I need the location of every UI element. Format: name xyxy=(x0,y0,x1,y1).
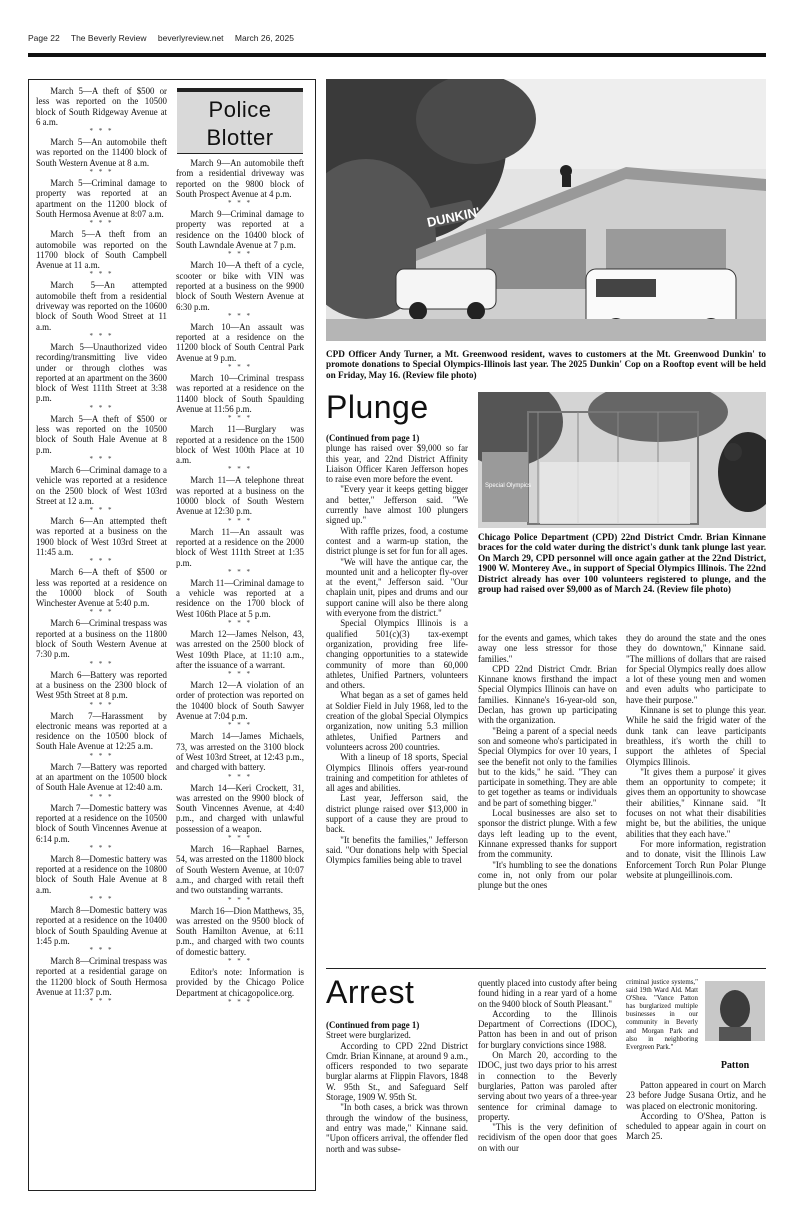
paragraph: March 16—Dion Matthews, 35, was arrested on the 9500 block of South Hamilton Avenue, at 6:11 p.m., and charged with two counts of domestic battery. xyxy=(176,905,304,957)
paragraph: March 6—Criminal damage to a vehicle was reported at a residence on the 2500 block of West 103rd Street at 12 a.m. xyxy=(36,464,167,506)
blotter-column-1 xyxy=(36,86,167,1007)
paragraph: March 6—Battery was reported at a business on the 2300 block of West 95th Street at 8 p.m. xyxy=(36,669,167,701)
dunk-tank-caption: Chicago Police Department (CPD) 22nd District Cmdr. Brian Kinnane braces for the cold water during the district's dunk tank plunge last year. On March 29, CPD personnel will once again gather at the 22nd District, 1900 W. Monterey Ave., in support of Special Olympics Illinois. The 22nd District already has over 100 volunteers registered to plunge, and the group had raised over $9,000 as of March 24. (Review file photo) xyxy=(478,532,766,595)
paragraph: March 9—An automobile theft from a residential driveway was reported on the 9800 block of South Prospect Avenue at 4 p.m. xyxy=(176,158,304,199)
paragraph: "It's humbling to see the donations come in, not only from our polar plunge but the ones xyxy=(478,859,617,891)
paragraph: "Every year it keeps getting bigger and better," Jefferson said. "We currently have almost 100 plungers signed up." xyxy=(326,484,468,526)
entry-separator: * * * xyxy=(228,567,252,576)
header-rule xyxy=(28,53,766,57)
entry-separator: * * * xyxy=(89,506,114,515)
paragraph: March 7—Battery was reported at an apartment on the 10500 block of South Hale Avenue at 12:40 a.m. xyxy=(36,761,167,793)
plunge-headline: Plunge xyxy=(326,389,429,425)
paragraph: March 11—An assault was reported at a residence on the 2000 block of West 111th Street at 1:35 p.m. xyxy=(176,526,304,568)
entry-separator: * * * xyxy=(228,772,252,781)
paragraph: March 12—A violation of an order of protection was reported on the 10400 block of South Sawyer Avenue at 7:04 p.m. xyxy=(176,680,304,722)
paragraph: Local businesses are also set to sponsor the district plunge. With a few days left leading up to the event, Kinnane expressed thanks for support from the community. xyxy=(478,808,617,860)
plunge-column-1: (Continued from page 1) plunge has raised over $9,000 so far this year, and 22nd District Affinity Liaison Officer Karen Jefferson hopes to raise even more before the event. "Every year it keeps getting bigger and better," Jefferson said. "We currently have almost 100 plungers signed up." With raffle prizes, food, a costume contest and a warm-up station, the district plunge is set for fun for all ages. "We will have the antique car, the mounted unit and a helicopter fly-over at the event," Jefferson said. "Our chaplain unit, pipes and drums and our support canine will also be there along with everyone from the district." Special Olympics Illinois is a qualified 501(c)(3) tax-exempt organization, providing free life-changing opportunities to a statewide community of more than 60,000 athletes, Unified Partners, volunteers and others. What began as a set of games held at Soldier Field in July 1968, led to the creation of the global Special Olympics organization, now uniting 5.3 million athletes, Unified Partners and volunteers across 200 countries. With a lineup of 18 sports, Special Olympics Illinois offers year-round training and competition for athletes of all ages and abilities. Last year, Jefferson said, the district plunge raised over $13,000 in support of a cause they are proud to back. "It benefits the families," Jefferson said. "Our donations help with Special Olympics families being able to travel xyxy=(326,433,468,866)
plunge-column-2: for the events and games, which takes away one less stressor for those families." CPD 22nd District Cmdr. Brian Kinnane knows firsthand the impact Special Olympics Illinois can have on families. Kinnane's 16-year-old son, Declan, has grown up participating with the organization. "Being a parent of a special needs son and someone who's participated in Special Olympics for over 10 years, I see the benefit not only to the families but to the kids," he said. "They can participate in something. They are able to get together as teams or individuals and be part of something bigger." Local businesses are also set to sponsor the district plunge. With a few days left leading up to the event, Kinnane expressed thanks for support from the community. "It's humbling to see the donations come in, not only from our polar plunge but the ones xyxy=(478,633,617,891)
paragraph: "This is the very definition of recidivism of the open door that goes on with our xyxy=(478,1122,617,1153)
entry-separator: * * * xyxy=(228,363,252,372)
paragraph: March 8—Domestic battery was reported at a residence on the 10400 block of South Spaulding Avenue at 1:45 p.m. xyxy=(36,905,167,946)
entry-separator: * * * xyxy=(89,127,114,136)
paragraph: March 7—Harassment by electronic means was reported at a residence on the 10500 block of South Hale Avenue at 12:25 a.m. xyxy=(36,710,167,752)
paragraph: March 6—Criminal trespass was reported at a business on the 11800 block of South Western Avenue at 7:30 p.m. xyxy=(36,618,167,660)
entry-separator: * * * xyxy=(89,946,114,955)
dunkin-sign: DUNKIN' xyxy=(425,204,482,230)
entry-separator: * * * xyxy=(89,403,114,412)
entry-separator: * * * xyxy=(89,608,114,617)
paragraph: March 5—Criminal damage to property was reported at an apartment on the 11200 block of South Hermosa Avenue at 8:07 a.m. xyxy=(36,178,167,219)
arrest-column-3-top: criminal justice systems," said 19th Ward Ald. Matt O'Shea. "Vance Patton has burglarized multiple businesses in our community in Beverly and Morgan Park and also in neighboring Evergreen Park." xyxy=(626,978,698,1051)
plunge-continued: (Continued from page 1) xyxy=(326,433,420,443)
paragraph: March 16—Raphael Barnes, 54, was arrested on the 11800 block of South Western Avenue, at 10:07 a.m., and charged with retail theft and two outstanding warrants. xyxy=(176,844,304,896)
paragraph: March 12—James Nelson, 43, was arrested on the 2500 block of West 109th Place, at 11:10 a.m., after the issuance of a warrant. xyxy=(176,628,304,670)
arrest-continued: (Continued from page 1) xyxy=(326,1020,420,1030)
dunk-tank-photo-art xyxy=(478,392,766,528)
entry-separator: * * * xyxy=(89,700,114,709)
entry-separator: * * * xyxy=(228,199,252,208)
paper-name: The Beverly Review xyxy=(70,33,147,43)
paragraph: "Being a parent of a special needs son and someone who's participated in Special Olympics for over 10 years, I see the benefit not only to the families but to the kids," he said. "They can participate in something. They are able to get together as teams or individuals and be part of something bigger." xyxy=(478,725,617,808)
entry-separator: * * * xyxy=(89,843,114,852)
entry-separator: * * * xyxy=(228,834,252,843)
entry-separator: * * * xyxy=(228,670,252,679)
paragraph: CPD 22nd District Cmdr. Brian Kinnane knows firsthand the impact Special Olympics Illinois can have on families. Kinnane's 16-year-old son, Declan, has grown up participating with the organization. xyxy=(478,663,617,726)
mugshot-art xyxy=(705,981,765,1041)
entry-separator: * * * xyxy=(228,414,252,423)
entry-separator: * * * xyxy=(228,516,252,525)
paragraph: March 11—Burglary was reported at a residence on the 1500 block of West 100th Place at 10 a.m. xyxy=(176,424,304,466)
paragraph: "It benefits the families," Jefferson said. "Our donations help with Special Olympics families being able to travel xyxy=(326,834,468,866)
entry-separator: * * * xyxy=(89,895,114,903)
paragraph: March 9—Criminal damage to property was reported at a residence on the 10400 block of South Lawndale Avenue at 7 p.m. xyxy=(176,209,304,251)
paragraph: March 5—A theft of $500 or less was reported on the 10500 block of South Ridgeway Avenue at 6 a.m. xyxy=(36,86,167,127)
entry-separator: * * * xyxy=(89,659,114,668)
paragraph: With raffle prizes, food, a costume contest and a warm-up station, the district plunge is set for fun for all ages. xyxy=(326,525,468,557)
entry-separator: * * * xyxy=(89,168,114,177)
paragraph: Special Olympics Illinois is a qualified 501(c)(3) tax-exempt organization, providing free life-changing opportunities to a statewide community of more than 60,000 athletes, Unified Partners, volunteers and others. xyxy=(326,618,468,691)
paragraph: According to O'Shea, Patton is scheduled to appear again in court on March 25. xyxy=(626,1110,766,1142)
paragraph: March 5—An attempted automobile theft from a residential driveway was reported on the 10600 block of South Wood Street at 11 a.m. xyxy=(36,280,167,332)
dunkin-rooftop-photo xyxy=(326,79,766,341)
site-link[interactable]: beverlyreview.net xyxy=(157,33,224,43)
mugshot-name: Patton xyxy=(720,1060,750,1071)
blotter-column-2 xyxy=(176,158,304,1008)
paragraph: March 6—An attempted theft was reported at a business on the 1900 block of West 103rd Street at 11:45 a.m. xyxy=(36,516,167,557)
entry-separator: * * * xyxy=(89,557,114,566)
paragraph: "We will have the antique car, the mounted unit and a helicopter fly-over at the event," Jefferson said. "Our chaplain unit, pipes and drums and our support canine will also be there along with everyone from the district." xyxy=(326,556,468,619)
arrest-column-2: quently placed into custody after being found hiding in a rear yard of a home on the 9400 block of South Pleasant." According to the Illinois Department of Corrections (IDOC), Patton has been in and out of prison for burglary convictions since 1988. On March 20, according to the IDOC, just two days prior to his arrest in connection to the Beverly burglaries, Patton was paroled after serving about two years of a three-year sentence for criminal damage to property. "This is the very definition of recidivism of the open door that goes on with our xyxy=(478,978,617,1153)
entry-separator: * * * xyxy=(228,465,252,474)
paragraph: March 11—A telephone threat was reported at a business on the 10000 block of South Western Avenue at 12:30 p.m. xyxy=(176,475,304,517)
entry-separator: * * * xyxy=(89,792,114,801)
paragraph: With a lineup of 18 sports, Special Olympics Illinois offers year-round training and competition for athletes of all ages and abilities. xyxy=(326,752,468,794)
paragraph: What began as a set of games held at Soldier Field in July 1968, led to the creation of the global Special Olympics organization, now uniting 5.3 million athletes, Unified Partners and volunteers across 200 countries. xyxy=(326,690,468,752)
page-number: Page 22 xyxy=(28,33,60,43)
paragraph: According to the Illinois Department of Corrections (IDOC), Patton has been in and out of prison for burglary convictions since 1988. xyxy=(478,1008,617,1050)
paragraph: March 14—Keri Crockett, 31, was arrested on the 9900 block of South Vincennes Avenue, at 4:40 p.m., and charged with unlawful possession of a weapon. xyxy=(176,782,304,834)
dunkin-photo-art xyxy=(326,79,766,341)
entry-separator: * * * xyxy=(89,997,114,1006)
entry-separator: * * * xyxy=(228,311,252,320)
patton-mugshot xyxy=(705,981,765,1041)
entry-separator: * * * xyxy=(228,957,252,965)
paragraph: Patton appeared in court on March 23 before Judge Susana Ortiz, and he was placed on electronic monitoring. xyxy=(626,1080,766,1111)
paragraph: March 5—Unauthorized video recording/transmitting live video under or through clothes was reported at an apartment on the 3600 block of West 111th Street at 3:38 p.m. xyxy=(36,341,167,404)
paragraph: For more information, registration and to donate, visit the Illinois Law Enforcement Torch Run Polar Plunge website at plungeillinois.com. xyxy=(626,838,766,880)
paragraph: March 5—A theft from an automobile was reported on the 11700 block of South Campbell Avenue at 11 a.m. xyxy=(36,229,167,271)
paragraph: On March 20, according to the IDOC, just two days prior to his arrest in connection to the Beverly burglaries, Patton was paroled after serving about two years of a three-year sentence for criminal damage to property. xyxy=(478,1050,617,1122)
dunk-tank-photo xyxy=(478,392,766,528)
entry-separator: * * * xyxy=(228,721,252,730)
issue-date: March 26, 2025 xyxy=(234,33,294,43)
entry-separator: * * * xyxy=(89,454,114,463)
arrest-column-3-bottom xyxy=(626,1080,766,1142)
entry-separator: * * * xyxy=(89,331,114,340)
special-olympics-banner: Special Olympics xyxy=(485,483,532,489)
paragraph: March 10—A theft of a cycle, scooter or bike with VIN was reported at a business on the 9900 block of South Western Avenue at 6:30 p.m. xyxy=(176,260,304,312)
paragraph: March 14—James Michaels, 73, was arrested on the 3100 block of West 103rd Street, at 12:43 p.m., and charged with battery. xyxy=(176,731,304,773)
entry-separator: * * * xyxy=(228,895,252,904)
paragraph: March 6—A theft of $500 or less was reported at a residence on the 10000 block of South Winchester Avenue at 5:40 p.m. xyxy=(36,567,167,609)
entry-separator: * * * xyxy=(228,618,252,627)
entry-separator: * * * xyxy=(228,250,252,259)
paragraph: March 8—Domestic battery was reported at a residence on the 10800 block of South Hale Avenue at 8 a.m. xyxy=(36,853,167,895)
paragraph: March 5—A theft of $500 or less was reported on the 10500 block of South Hale Avenue at 8 p.m. xyxy=(36,413,167,455)
police-blotter-title: Police Blotter xyxy=(177,88,303,154)
entry-separator: * * * xyxy=(89,270,114,279)
paragraph: March 10—An assault was reported at a residence on the 11200 block of South Central Park Avenue at 9 p.m. xyxy=(176,321,304,363)
paragraph: "In both cases, a brick was thrown through the window of the business, and entry was made," Kinnane said. "Upon officers arrival, the offender fled north and was subse- xyxy=(326,1102,468,1154)
paragraph: March 5—An automobile theft was reported on the 11400 block of South Western Avenue at 8 a.m. xyxy=(36,137,167,168)
paragraph: March 8—Criminal trespass was reported at a residential garage on the 11200 block of South Hermosa Avenue at 11:37 p.m. xyxy=(36,956,167,998)
section-divider xyxy=(326,968,766,969)
arrest-headline: Arrest xyxy=(326,974,415,1010)
paragraph: March 11—Criminal damage to a vehicle was reported at a residence on the 1700 block of West 106th Place at 5 p.m. xyxy=(176,577,304,619)
paragraph: "It gives them a purpose' it gives them an opportunity to compete; it gives them an opportunity to showcase their abilities," Kinnane said. "It focuses on not what their disabilities might be, but the abilities, the unique abilities that they each have." xyxy=(626,766,766,839)
entry-separator: * * * xyxy=(89,751,114,760)
arrest-column-1: (Continued from page 1) Street were burglarized. According to CPD 22nd District Cmdr. Brian Kinnane, at around 9 a.m., officers responded to two separate burglar alarms at Flippin Flavors, 1848 W. 95th St., and Safeguard Self Storage, 1909 W. 95th St. "In both cases, a brick was thrown through the window of the business, and entry was made," Kinnane said. "Upon officers arrival, the offender fled north and was subse- xyxy=(326,1020,468,1154)
paragraph: March 10—Criminal trespass was reported at a residence on the 11400 block of South Spaulding Avenue at 11:56 p.m. xyxy=(176,373,304,414)
page-header xyxy=(28,33,766,43)
entry-separator: * * * xyxy=(89,219,114,228)
dunkin-photo-caption: CPD Officer Andy Turner, a Mt. Greenwood resident, waves to customers at the Mt. Greenwood Dunkin' to promote donations to Special Olympics-Illinois last year. The 2025 Dunkin' Cop on a Rooftop event will be held on Friday, May 16. (Review file photo) xyxy=(326,349,766,380)
paragraph: According to CPD 22nd District Cmdr. Brian Kinnane, at around 9 a.m., officers responded to two separate burglar alarms at Flippin Flavors, 1848 W. 95th St., and Safeguard Self Storage, 1909 W. 95th St. xyxy=(326,1040,468,1103)
paragraph: March 7—Domestic battery was reported at a residence on the 10500 block of South Vincennes Avenue at 6:14 p.m. xyxy=(36,802,167,844)
plunge-column-3: they do around the state and the ones they do downtown," Kinnane said. "The millions of dollars that are raised for Special Olympics really does allow a lot of these young men and women and even adults who participate to have their purpose." Kinnane is set to plunge this year. While he said the frigid water of the dunk tank can leave participants breathless, it's worth the chill to support the athletes of Special Olympics Illinois. "It gives them a purpose' it gives them an opportunity to compete; it gives them an opportunity to showcase their abilities," Kinnane said. "It focuses on not what their disabilities might be, but the abilities, the unique abilities that they each have." For more information, registration and to donate, visit the Illinois Law Enforcement Torch Run Polar Plunge website at plungeillinois.com. xyxy=(626,633,766,880)
entry-separator: * * * xyxy=(228,997,252,1006)
paragraph: Last year, Jefferson said, the district plunge raised over $13,000 in support of a cause they are proud to back. xyxy=(326,793,468,835)
paragraph: Editor's note: Information is provided by the Chicago Police Department at chicagopolice.org. xyxy=(176,967,304,998)
paragraph: Kinnane is set to plunge this year. While he said the frigid water of the dunk tank can leave participants breathless, it's worth the chill to support the athletes of Special Olympics Illinois. xyxy=(626,705,766,767)
